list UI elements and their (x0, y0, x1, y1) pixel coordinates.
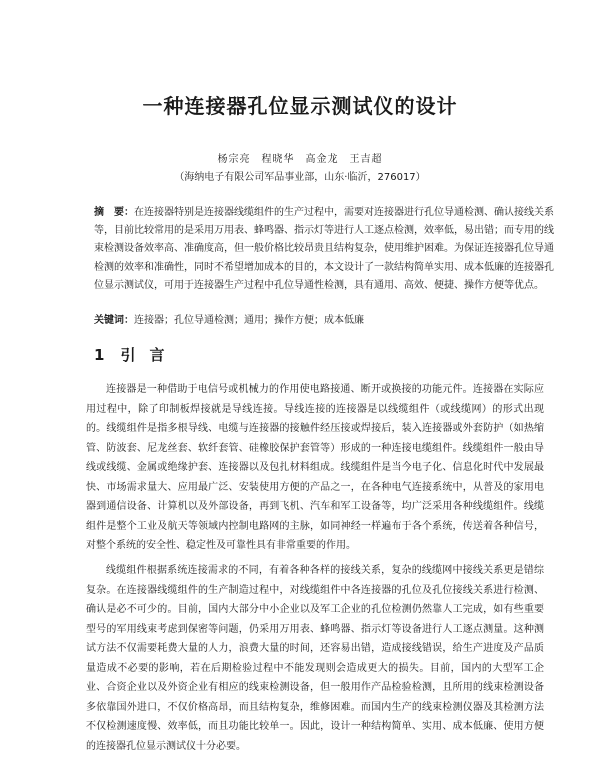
author-list: 杨宗亮 程晓华 高金龙 王吉超 (217, 154, 383, 165)
abstract-text: 在连接器特别是连接器线缆组件的生产过程中，需要对连接器进行孔位导通检测、确认接线关系等，目前比较常用的是采用万用表、蜂鸣器、指示灯等进行人工逐点检测，效率低，易出错；而专用的线束检测设备效率高、准确度高，但一般价格比较昂贵且结构复杂，使用维护困难。为保证连接器孔位导通检测的效率和准确性，同时不希望增加成本的目的，本文设计了一款结构简单实用、成本低廉的连接器孔位显示测试仪，可用于连接器生产过程中孔位导通性检测，具有通用、高效、便捷、操作方便等优点。 (94, 207, 554, 291)
keywords (94, 312, 554, 330)
keywords-label: 关键词： (94, 315, 134, 326)
section-heading (94, 344, 178, 365)
section-number: 1 (94, 346, 105, 364)
body-paragraph: 连接器是一种借助于电信号或机械力的作用使电路接通、断开或换接的功能元件。连接器在实际应用过程中，除了印制板焊接就是导线连接。导线连接的连接器是以线缆组件（或线缆网）的形式出现的。线缆组件是指多根导线、电缆与连接器的接触件经压接或焊接后，装入连接器或外套防护（如热缩管、防波套、尼龙丝套、软纤套管、硅橡胶保护套管等）形成的一种连接电缆组件。线缆组件一般由导线或线缆、金属或绝缘护套、连接器以及包扎材料组成。线缆组件是当今电子化、信息化时代中发展最快、市场需求量大、应用最广泛、安装使用方便的产品之一，在各种电气连接系统中，从普及的家用电器到通信设备、计算机以及外部设备，再到飞机、汽车和军工设备等，均广泛采用各种线缆组件。线缆组件是整个工业及航天等领域内控制电路网的主脉，如同神经一样遍布于各个系统，传送着各种信号，对整个系统的安全性、稳定性及可靠性具有非常重要的作用。 (86, 384, 544, 551)
abstract (94, 204, 554, 295)
body-paragraph: 线缆组件根据系统连接需求的不同，有着各种各样的接线关系，复杂的线缆网中接线关系更是错综复杂。在连接器线缆组件的生产制造过程中，对线缆组件中各连接器的孔位及孔位接线关系进行检测、确认是必不可少的。目前，国内大部分中小企业以及军工企业的孔位检测仍然靠人工完成，如有些重要型号的军用线束考虑到保密等问题，仍采用万用表、蜂鸣器、指示灯等设备进行人工逐点测量。这种测试方法不仅需要耗费大量的人力，浪费大量的时间，还容易出错，造成接线错误，给生产进度及产品质量造成不必要的影响，若在后期检验过程中不能发现则会造成更大的损失。目前，国内的大型军工企业、合资企业以及外资企业有相应的线束检测设备，但一般用作产品检验检测，且所用的线束检测设备多依靠国外进口，不仅价格高昂，而且结构复杂，维修困难。而国内生产的线束检测仪器及其检测方法不仅检测速度慢、效率低，而且功能比较单一。因此，设计一种结构简单、实用、成本低廉、使用方便的连接器孔位显示测试仪十分必要。 (86, 565, 544, 752)
affiliation: （海纳电子有限公司军品事业部，山东·临沂，276017） (174, 172, 426, 183)
paper-title: 一种连接器孔位显示测试仪的设计 (142, 94, 458, 118)
section-title: 引言 (120, 346, 179, 364)
abstract-label: 摘 要： (94, 207, 134, 218)
keywords-text: 连接器；孔位导通检测；通用；操作方便；成本低廉 (134, 315, 364, 326)
